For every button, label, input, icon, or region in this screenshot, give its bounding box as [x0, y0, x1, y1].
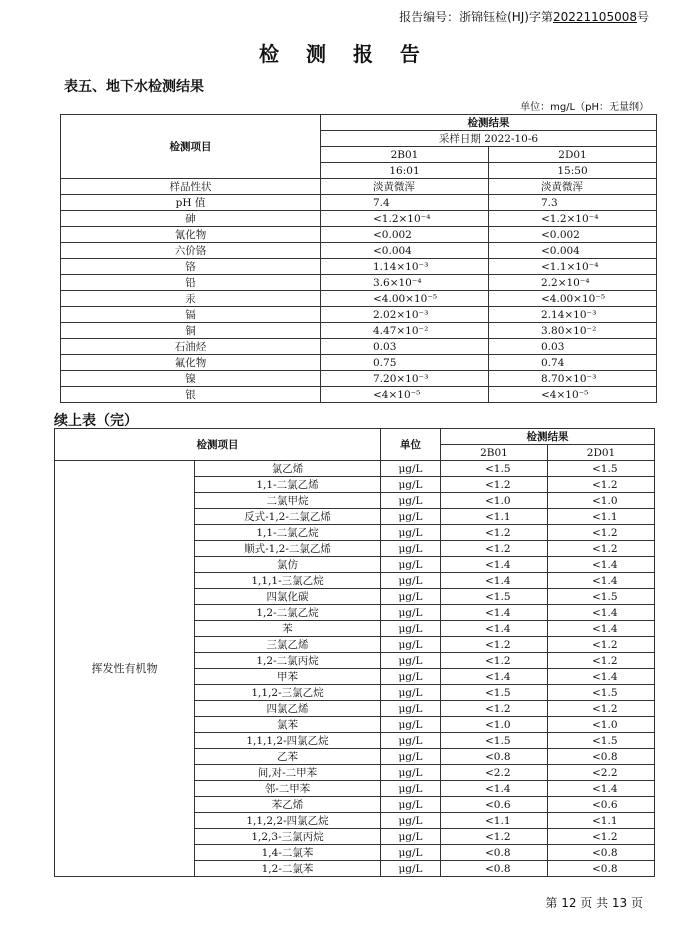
col-header-result: 检测结果	[321, 115, 657, 131]
result-value-2b01: <4.00×10⁻⁵	[321, 291, 489, 307]
result-value-2d01: <1.1	[548, 509, 655, 525]
result-value-2b01: 淡黄微浑	[321, 179, 489, 195]
result-item: 铅	[61, 275, 321, 291]
result-item: 汞	[61, 291, 321, 307]
result-value-2b01: <1.4	[441, 557, 548, 573]
result-value-2d01: <1.4	[548, 669, 655, 685]
unit-cell: μg/L	[381, 637, 441, 653]
result-value-2b01: <1.5	[441, 461, 548, 477]
result-value-2b01: 7.20×10⁻³	[321, 371, 489, 387]
result-value-2b01: <1.5	[441, 589, 548, 605]
result-item: 六价铬	[61, 243, 321, 259]
result-item: 砷	[61, 211, 321, 227]
sampling-date: 采样日期 2022-10-6	[321, 131, 657, 147]
result-value-2d01: <0.6	[548, 797, 655, 813]
result-value-2d01: <1.5	[548, 461, 655, 477]
result-value-2b01: <1.2×10⁻⁴	[321, 211, 489, 227]
result-value-2b01: <1.5	[441, 733, 548, 749]
voc-results-table	[54, 428, 655, 877]
result-value-2b01: <1.4	[441, 781, 548, 797]
voc-item: 邻-二甲苯	[195, 781, 381, 797]
voc-item: 间,对-二甲苯	[195, 765, 381, 781]
unit-cell: μg/L	[381, 589, 441, 605]
table2-title: 续上表（完）	[54, 413, 138, 429]
result-item: 石油烃	[61, 339, 321, 355]
table-row	[61, 387, 657, 403]
result-value-2b01: <1.2	[441, 637, 548, 653]
unit-cell: μg/L	[381, 557, 441, 573]
voc-item: 四氯化碳	[195, 589, 381, 605]
unit-cell: μg/L	[381, 749, 441, 765]
page-number: 第 12 页 共 13 页	[545, 896, 643, 910]
page-title: 检 测 报 告	[259, 42, 430, 66]
unit-cell: μg/L	[381, 685, 441, 701]
unit-cell: μg/L	[381, 621, 441, 637]
voc-item: 氯苯	[195, 717, 381, 733]
result-value-2b01: <1.1	[441, 509, 548, 525]
unit-cell: μg/L	[381, 861, 441, 877]
point-header: 2B01	[441, 445, 548, 461]
result-value-2b01: 7.4	[321, 195, 489, 211]
result-value-2d01: 2.14×10⁻³	[489, 307, 657, 323]
result-value-2d01: <1.4	[548, 557, 655, 573]
unit-cell: μg/L	[381, 717, 441, 733]
result-value-2b01: <1.5	[441, 685, 548, 701]
group-label: 挥发性有机物	[55, 461, 195, 877]
result-value-2d01: <0.8	[548, 861, 655, 877]
result-value-2b01: 1.14×10⁻³	[321, 259, 489, 275]
unit-cell: μg/L	[381, 733, 441, 749]
result-value-2d01: <1.5	[548, 733, 655, 749]
report-number-label: 报告编号：浙锦钰检(HJ)字第	[399, 10, 553, 24]
result-value-2b01: <1.0	[441, 717, 548, 733]
result-value-2d01: <0.8	[548, 749, 655, 765]
result-value-2d01: <1.2	[548, 701, 655, 717]
unit-cell: μg/L	[381, 477, 441, 493]
voc-item: 乙苯	[195, 749, 381, 765]
result-value-2b01: 0.03	[321, 339, 489, 355]
unit-cell: μg/L	[381, 845, 441, 861]
unit-cell: μg/L	[381, 765, 441, 781]
table-row	[61, 243, 657, 259]
result-item: pH 值	[61, 195, 321, 211]
unit-cell: μg/L	[381, 701, 441, 717]
result-item: 样品性状	[61, 179, 321, 195]
result-value-2d01: <0.004	[489, 243, 657, 259]
unit-cell: μg/L	[381, 829, 441, 845]
voc-item: 三氯乙烯	[195, 637, 381, 653]
result-value-2d01: <1.2	[548, 653, 655, 669]
result-value-2b01: <2.2	[441, 765, 548, 781]
table-row	[61, 275, 657, 291]
unit-cell: μg/L	[381, 525, 441, 541]
unit-cell: μg/L	[381, 813, 441, 829]
unit-cell: μg/L	[381, 509, 441, 525]
result-item: 镍	[61, 371, 321, 387]
voc-item: 顺式-1,2-二氯乙烯	[195, 541, 381, 557]
result-value-2b01: <1.4	[441, 573, 548, 589]
result-value-2d01: <4×10⁻⁵	[489, 387, 657, 403]
unit-cell: μg/L	[381, 653, 441, 669]
table-row	[61, 227, 657, 243]
result-value-2d01: 2.2×10⁻⁴	[489, 275, 657, 291]
voc-item: 1,2-二氯乙烷	[195, 605, 381, 621]
voc-item: 1,2-二氯丙烷	[195, 653, 381, 669]
table-row	[61, 211, 657, 227]
voc-item: 苯	[195, 621, 381, 637]
voc-item: 1,1,2,2-四氯乙烷	[195, 813, 381, 829]
result-value-2b01: <1.0	[441, 493, 548, 509]
result-value-2b01: 2.02×10⁻³	[321, 307, 489, 323]
result-value-2d01: 8.70×10⁻³	[489, 371, 657, 387]
voc-item: 氯仿	[195, 557, 381, 573]
voc-item: 1,2,3-三氯丙烷	[195, 829, 381, 845]
table-row	[61, 259, 657, 275]
table-row	[61, 179, 657, 195]
voc-item: 氯乙烯	[195, 461, 381, 477]
unit-cell: μg/L	[381, 493, 441, 509]
result-value-2d01: <0.8	[548, 845, 655, 861]
result-item: 铜	[61, 323, 321, 339]
result-value-2d01: <2.2	[548, 765, 655, 781]
voc-item: 1,1,1,2-四氯乙烷	[195, 733, 381, 749]
result-value-2d01: 7.3	[489, 195, 657, 211]
result-value-2b01: <1.4	[441, 605, 548, 621]
result-value-2d01: <1.1×10⁻⁴	[489, 259, 657, 275]
result-item: 氰化物	[61, 227, 321, 243]
voc-item: 甲苯	[195, 669, 381, 685]
voc-item: 苯乙烯	[195, 797, 381, 813]
voc-item: 1,2-二氯苯	[195, 861, 381, 877]
col-header-item: 检测项目	[55, 429, 381, 461]
unit-cell: μg/L	[381, 541, 441, 557]
result-value-2b01: <1.4	[441, 621, 548, 637]
result-value-2b01: <1.2	[441, 653, 548, 669]
report-number-line	[399, 8, 649, 25]
result-value-2d01: <1.1	[548, 813, 655, 829]
unit-cell: μg/L	[381, 605, 441, 621]
table-row	[61, 307, 657, 323]
result-value-2d01: <1.2	[548, 541, 655, 557]
result-value-2d01: 淡黄微浑	[489, 179, 657, 195]
result-value-2b01: <0.8	[441, 845, 548, 861]
result-value-2b01: <4×10⁻⁵	[321, 387, 489, 403]
unit-cell: μg/L	[381, 669, 441, 685]
table1-title: 表五、地下水检测结果	[64, 79, 204, 95]
point-header: 2D01	[548, 445, 655, 461]
result-value-2b01: 3.6×10⁻⁴	[321, 275, 489, 291]
result-value-2d01: <1.0	[548, 717, 655, 733]
result-value-2b01: <1.2	[441, 829, 548, 845]
voc-item: 1,1-二氯乙烯	[195, 477, 381, 493]
result-value-2b01: <0.004	[321, 243, 489, 259]
result-value-2b01: <0.8	[441, 749, 548, 765]
voc-item: 1,1,1-三氯乙烷	[195, 573, 381, 589]
result-item: 镉	[61, 307, 321, 323]
col-header-unit: 单位	[381, 429, 441, 461]
unit-cell: μg/L	[381, 781, 441, 797]
result-value-2d01: <1.2	[548, 829, 655, 845]
table-row	[61, 339, 657, 355]
report-number-suffix: 号	[636, 10, 649, 24]
unit-note: 单位：mg/L（pH：无量纲）	[520, 102, 649, 113]
table-row	[61, 355, 657, 371]
table-row	[61, 195, 657, 211]
result-value-2b01: <0.6	[441, 797, 548, 813]
table-row	[61, 323, 657, 339]
table-row	[55, 461, 655, 477]
table-row	[61, 371, 657, 387]
voc-item: 1,1,2-三氯乙烷	[195, 685, 381, 701]
result-value-2b01: <1.4	[441, 669, 548, 685]
result-item: 银	[61, 387, 321, 403]
result-value-2d01: <1.2	[548, 525, 655, 541]
result-value-2b01: <0.002	[321, 227, 489, 243]
result-value-2b01: <1.2	[441, 477, 548, 493]
result-value-2b01: <1.2	[441, 525, 548, 541]
result-value-2b01: <1.2	[441, 701, 548, 717]
voc-item: 二氯甲烷	[195, 493, 381, 509]
result-value-2b01: <1.2	[441, 541, 548, 557]
result-value-2d01: <1.5	[548, 685, 655, 701]
result-value-2d01: <1.5	[548, 589, 655, 605]
result-value-2d01: <1.0	[548, 493, 655, 509]
result-value-2d01: <1.4	[548, 781, 655, 797]
result-value-2d01: <1.2	[548, 637, 655, 653]
voc-item: 1,4-二氯苯	[195, 845, 381, 861]
result-item: 氟化物	[61, 355, 321, 371]
result-value-2d01: <1.2×10⁻⁴	[489, 211, 657, 227]
groundwater-results-table	[60, 114, 657, 403]
result-value-2d01: <4.00×10⁻⁵	[489, 291, 657, 307]
voc-item: 1,1-二氯乙烷	[195, 525, 381, 541]
result-value-2d01: <0.002	[489, 227, 657, 243]
time-header: 15:50	[489, 163, 657, 179]
time-header: 16:01	[321, 163, 489, 179]
unit-cell: μg/L	[381, 797, 441, 813]
unit-cell: μg/L	[381, 461, 441, 477]
result-value-2b01: <1.1	[441, 813, 548, 829]
voc-item: 四氯乙烯	[195, 701, 381, 717]
result-value-2d01: 0.03	[489, 339, 657, 355]
point-header: 2B01	[321, 147, 489, 163]
voc-item: 反式-1,2-二氯乙烯	[195, 509, 381, 525]
point-header: 2D01	[489, 147, 657, 163]
col-header-item: 检测项目	[61, 115, 321, 179]
report-number: 20221105008	[553, 10, 637, 24]
result-value-2d01: <1.4	[548, 621, 655, 637]
result-value-2d01: <1.2	[548, 477, 655, 493]
result-value-2b01: 4.47×10⁻²	[321, 323, 489, 339]
result-value-2d01: <1.4	[548, 573, 655, 589]
result-value-2d01: <1.4	[548, 605, 655, 621]
result-item: 铬	[61, 259, 321, 275]
result-value-2b01: 0.75	[321, 355, 489, 371]
result-value-2b01: <0.8	[441, 861, 548, 877]
result-value-2d01: 3.80×10⁻²	[489, 323, 657, 339]
table-row	[61, 291, 657, 307]
col-header-result: 检测结果	[441, 429, 655, 445]
unit-cell: μg/L	[381, 573, 441, 589]
result-value-2d01: 0.74	[489, 355, 657, 371]
